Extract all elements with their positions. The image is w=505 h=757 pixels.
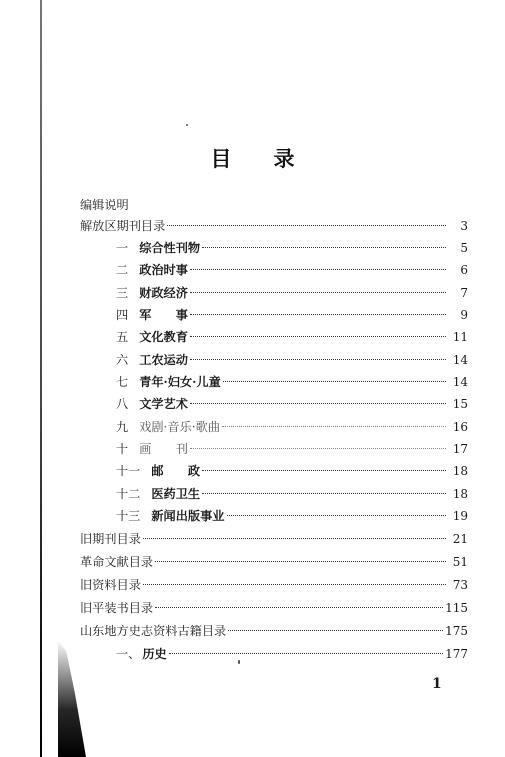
toc-label: 画 刊 — [139, 442, 188, 456]
dot-leader — [190, 359, 446, 360]
toc-page: 14 — [452, 375, 468, 389]
dot-leader — [228, 630, 443, 631]
toc-entry[interactable] — [80, 645, 468, 665]
toc-label: 财政经济 — [139, 286, 188, 300]
dot-leader — [190, 448, 446, 449]
dot-leader — [223, 381, 446, 382]
toc-entry[interactable] — [80, 284, 468, 304]
title-char: 录 — [273, 147, 295, 171]
toc-entry[interactable] — [80, 622, 468, 642]
toc-label: 文化教育 — [139, 330, 188, 344]
toc-page: 21 — [452, 532, 468, 546]
toc-label: 历史 — [142, 647, 167, 661]
page-number: 1 — [432, 676, 442, 692]
dot-leader — [190, 314, 446, 315]
toc-label: 旧资料目录 — [80, 578, 141, 592]
dot-leader — [190, 336, 446, 337]
toc-entry[interactable] — [80, 462, 468, 482]
toc-label: 新闻出版事业 — [151, 509, 225, 523]
toc-label: 医药卫生 — [151, 487, 201, 501]
toc-number: 九 — [116, 420, 129, 434]
toc-page: 7 — [460, 286, 468, 300]
dot-leader — [222, 426, 446, 427]
toc-entry[interactable] — [80, 196, 468, 216]
toc-label: 政治时事 — [139, 263, 188, 277]
dot-leader — [202, 470, 446, 471]
toc-number: 四 — [116, 308, 129, 322]
toc-page: 115 — [445, 601, 468, 615]
toc-page: 11 — [452, 330, 468, 344]
toc-page: 175 — [445, 624, 468, 638]
dot-leader — [190, 292, 446, 293]
toc-entry[interactable] — [80, 328, 468, 348]
dot-leader — [202, 493, 446, 494]
dot-leader — [190, 269, 446, 270]
toc-page: 18 — [452, 487, 468, 501]
toc-label: 工农运动 — [139, 353, 188, 367]
toc-label: 编辑说明 — [80, 198, 129, 212]
toc-page: 18 — [452, 464, 468, 478]
toc-entry[interactable] — [80, 440, 468, 460]
toc-entry[interactable] — [80, 373, 468, 393]
dot-leader — [169, 653, 443, 654]
toc-label: 革命文献目录 — [80, 555, 154, 569]
toc-page: 3 — [460, 219, 468, 233]
toc-label: 戏剧·音乐·歌曲 — [139, 420, 221, 434]
toc-label: 邮 政 — [151, 464, 201, 478]
toc-entry[interactable] — [80, 351, 468, 371]
toc-number: 五 — [116, 330, 129, 344]
dot-leader — [227, 515, 447, 516]
toc-number: 一 — [116, 241, 129, 255]
toc-page: 6 — [460, 263, 468, 277]
toc-entry[interactable] — [80, 507, 468, 527]
toc-entry[interactable] — [80, 530, 468, 550]
toc-label: 旧平装书目录 — [80, 601, 154, 615]
toc-entry[interactable] — [80, 239, 468, 259]
dot-leader — [202, 247, 446, 248]
toc-page: 15 — [452, 397, 468, 411]
dot-leader — [190, 403, 446, 404]
toc-label: 旧期刊目录 — [80, 532, 141, 546]
page-binding-edge — [40, 0, 42, 757]
toc-number: 八 — [116, 397, 129, 411]
toc-entry[interactable] — [80, 599, 468, 619]
toc-page: 9 — [460, 308, 468, 322]
toc-page: 17 — [452, 442, 468, 456]
toc-number: 十 — [116, 442, 129, 456]
dot-leader — [155, 561, 446, 562]
toc-number: 一、 — [116, 647, 141, 661]
toc-page: 5 — [460, 241, 468, 255]
toc-entry[interactable] — [80, 553, 468, 573]
toc-entry[interactable] — [80, 261, 468, 281]
toc-entry[interactable] — [80, 395, 468, 415]
title-char: 目 — [210, 147, 232, 171]
toc-label: 山东地方史志资料古籍目录 — [80, 624, 227, 638]
toc-label: 解放区期刊目录 — [80, 219, 166, 233]
toc-entry[interactable] — [80, 576, 468, 596]
toc-number: 七 — [116, 375, 129, 389]
toc-page: 177 — [445, 647, 468, 661]
toc-number: 十三 — [116, 509, 141, 523]
dot-leader — [143, 538, 446, 539]
toc-number: 三 — [116, 286, 129, 300]
toc-page: 14 — [452, 353, 468, 367]
toc-label: 军 事 — [139, 308, 188, 322]
page-title — [0, 143, 505, 173]
dot-leader — [167, 225, 446, 226]
toc-page: 73 — [452, 578, 468, 592]
toc-page: 19 — [452, 509, 468, 523]
toc-number: 二 — [116, 263, 129, 277]
toc-entry[interactable] — [80, 485, 468, 505]
dot-leader — [143, 584, 446, 585]
toc-number: 六 — [116, 353, 129, 367]
toc-entry[interactable] — [80, 217, 468, 237]
toc-label: 文学艺术 — [139, 397, 188, 411]
toc-number: 十一 — [116, 464, 141, 478]
toc-entry[interactable] — [80, 306, 468, 326]
toc-label: 综合性刊物 — [139, 241, 201, 255]
toc-page: 16 — [452, 420, 468, 434]
toc-page: 51 — [452, 555, 468, 569]
print-speck — [186, 124, 188, 126]
dot-leader — [155, 607, 443, 608]
toc-number: 十二 — [116, 487, 141, 501]
toc-label: 青年·妇女·儿童 — [139, 375, 221, 389]
toc-entry[interactable] — [80, 418, 468, 438]
